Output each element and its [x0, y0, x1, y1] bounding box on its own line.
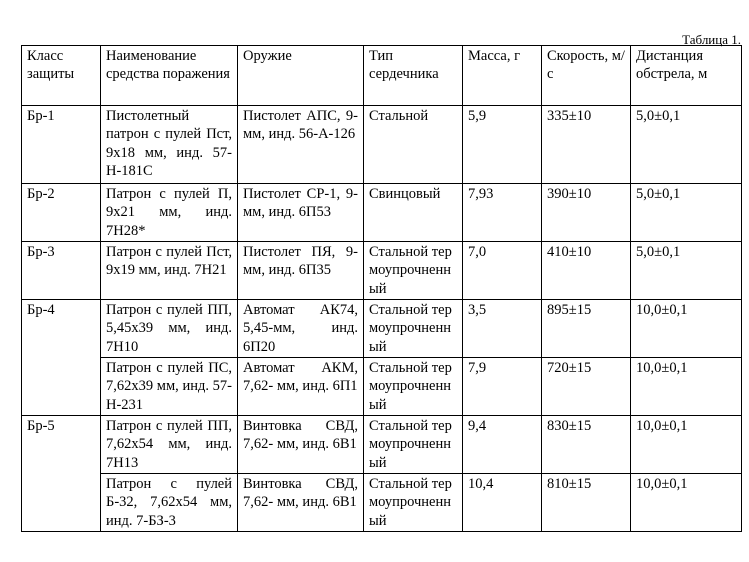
cell-weapon: Автомат АКМ, 7,62- мм, инд. 6П1 [238, 358, 364, 416]
table-row [22, 184, 742, 242]
header-round: Наименование средства поражения [101, 46, 238, 106]
cell-distance: 10,0±0,1 [631, 300, 742, 358]
header-class: Класс защиты [22, 46, 101, 106]
cell-class: Бр-1 [22, 106, 101, 184]
cell-core: Свинцовый [364, 184, 463, 242]
table-caption: Таблица 1. [682, 32, 741, 47]
cell-core: Стальной термоупрочненный [364, 358, 463, 416]
header-row [22, 46, 742, 106]
cell-class: Бр-2 [22, 184, 101, 242]
cell-speed: 810±15 [542, 474, 631, 532]
header-mass: Масса, г [463, 46, 542, 106]
cell-class: Бр-5 [22, 416, 101, 532]
cell-weapon: Автомат АК74, 5,45-мм, инд. 6П20 [238, 300, 364, 358]
table-row [22, 416, 742, 474]
cell-distance: 10,0±0,1 [631, 416, 742, 474]
cell-speed: 895±15 [542, 300, 631, 358]
cell-mass: 9,4 [463, 416, 542, 474]
cell-weapon: Винтовка СВД, 7,62- мм, инд. 6В1 [238, 474, 364, 532]
protection-class-table [21, 45, 742, 532]
cell-weapon: Винтовка СВД, 7,62- мм, инд. 6В1 [238, 416, 364, 474]
cell-round: Патрон с пулей ПП, 7,62х54 мм, инд. 7Н13 [101, 416, 238, 474]
cell-mass: 10,4 [463, 474, 542, 532]
header-core: Тип сердечника [364, 46, 463, 106]
table-row [22, 474, 742, 532]
cell-round: Патрон с пулей Б-32, 7,62х54 мм, инд. 7-БЗ-3 [101, 474, 238, 532]
cell-weapon: Пистолет ПЯ, 9-мм, инд. 6П35 [238, 242, 364, 300]
cell-core: Стальной термоупрочненный [364, 474, 463, 532]
cell-speed: 720±15 [542, 358, 631, 416]
cell-class: Бр-4 [22, 300, 101, 416]
table-row [22, 300, 742, 358]
cell-speed: 335±10 [542, 106, 631, 184]
cell-speed: 830±15 [542, 416, 631, 474]
cell-weapon: Пистолет СР-1, 9- мм, инд. 6П53 [238, 184, 364, 242]
cell-distance: 5,0±0,1 [631, 184, 742, 242]
cell-round: Патрон с пулей ПП, 5,45х39 мм, инд. 7Н10 [101, 300, 238, 358]
cell-mass: 7,9 [463, 358, 542, 416]
cell-mass: 3,5 [463, 300, 542, 358]
cell-mass: 7,0 [463, 242, 542, 300]
cell-round: Патрон с пулей ПС, 7,62х39 мм, инд. 57-Н-231 [101, 358, 238, 416]
cell-class: Бр-3 [22, 242, 101, 300]
table-row [22, 242, 742, 300]
cell-round: Патрон с пулей Пст, 9х19 мм, инд. 7Н21 [101, 242, 238, 300]
cell-core: Стальной термоупрочненный [364, 416, 463, 474]
header-distance: Дистанция обстрела, м [631, 46, 742, 106]
cell-speed: 390±10 [542, 184, 631, 242]
header-weapon: Оружие [238, 46, 364, 106]
cell-core: Стальной [364, 106, 463, 184]
cell-round: Патрон с пулей П, 9х21 мм, инд. 7Н28* [101, 184, 238, 242]
cell-mass: 7,93 [463, 184, 542, 242]
cell-distance: 5,0±0,1 [631, 106, 742, 184]
cell-distance: 5,0±0,1 [631, 242, 742, 300]
cell-distance: 10,0±0,1 [631, 358, 742, 416]
cell-core: Стальной термоупрочненный [364, 300, 463, 358]
cell-round: Пистолетный патрон с пулей Пст, 9х18 мм, инд. 57-Н-181С [101, 106, 238, 184]
cell-core: Стальной термоупрочненный [364, 242, 463, 300]
table-row [22, 358, 742, 416]
cell-speed: 410±10 [542, 242, 631, 300]
table-row [22, 106, 742, 184]
cell-mass: 5,9 [463, 106, 542, 184]
cell-weapon: Пистолет АПС, 9- мм, инд. 56-А-126 [238, 106, 364, 184]
header-speed: Скорость, м/с [542, 46, 631, 106]
cell-distance: 10,0±0,1 [631, 474, 742, 532]
